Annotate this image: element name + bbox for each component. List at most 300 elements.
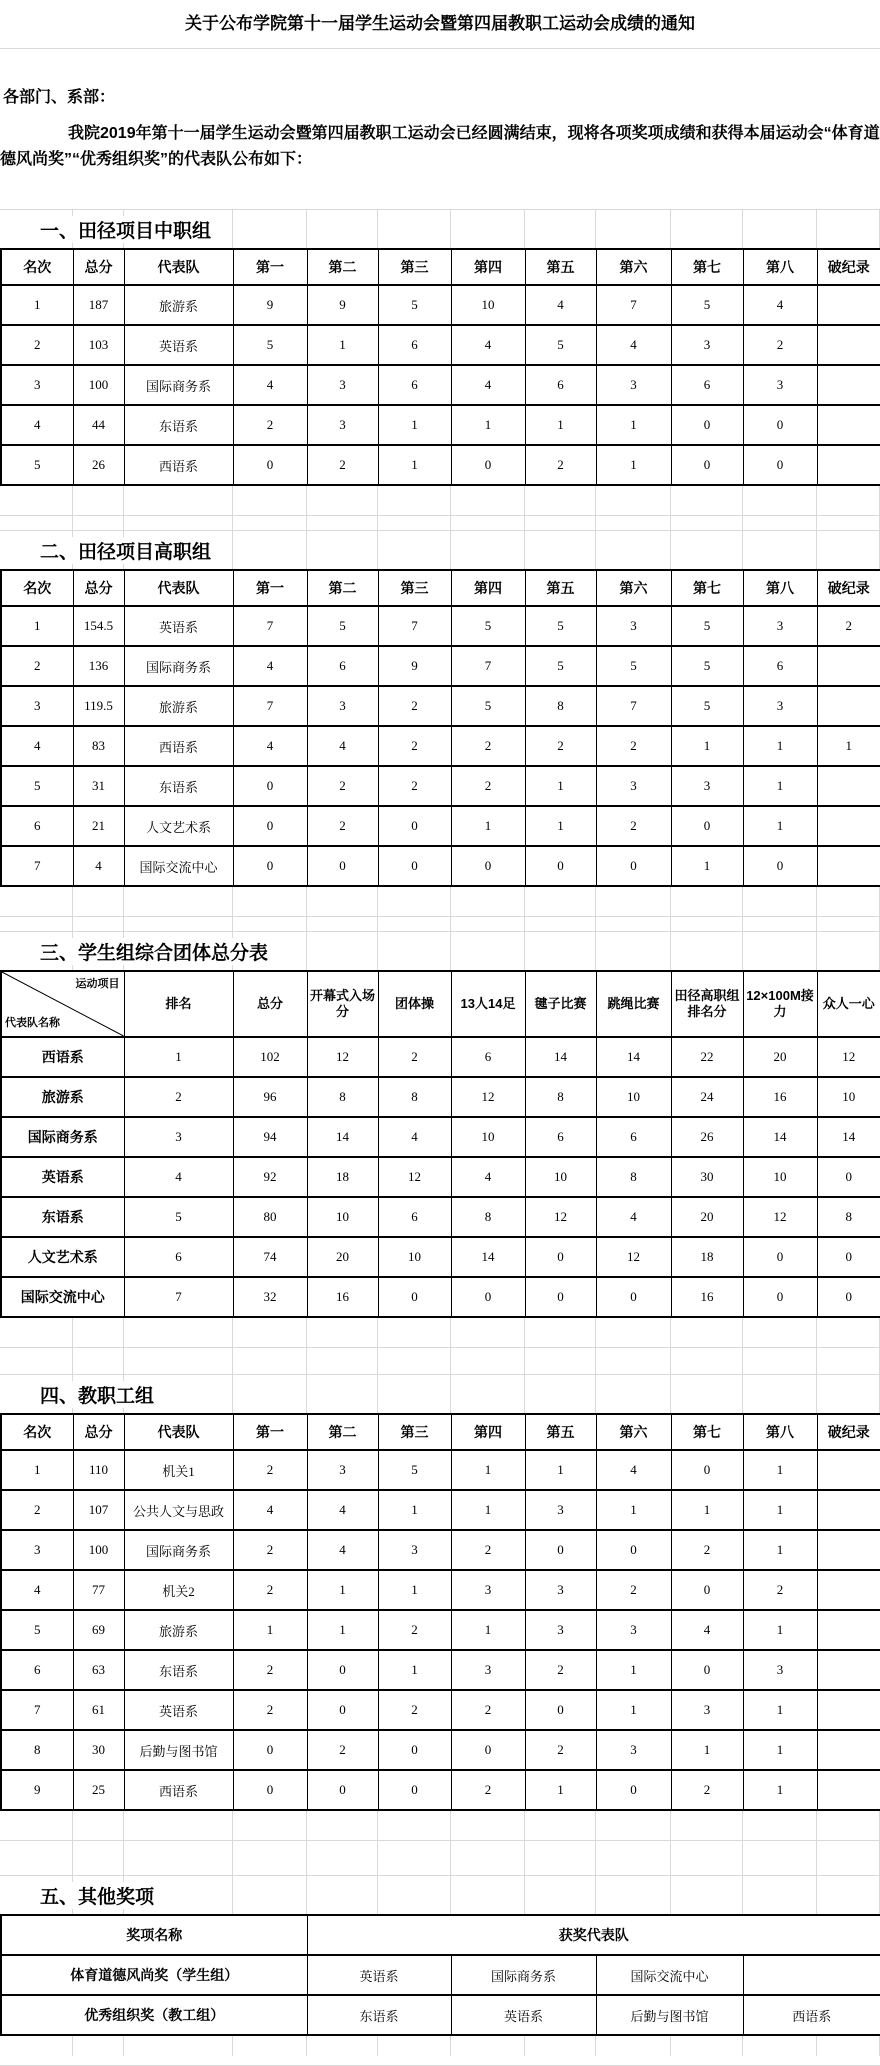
place-points-cell: 3 <box>671 1690 743 1730</box>
place-points-cell: 4 <box>307 1490 378 1530</box>
section-heading: 四、教职工组 <box>0 1381 164 1408</box>
record-broken-cell <box>817 846 880 886</box>
place-points-cell: 1 <box>596 1690 671 1730</box>
place-points-cell: 5 <box>307 606 378 646</box>
column-header: 第八 <box>743 1414 817 1450</box>
place-points-cell: 4 <box>451 325 525 365</box>
column-header: 第六 <box>596 1414 671 1450</box>
award-team-cell: 东语系 <box>307 1995 451 2035</box>
table-row <box>1 1077 880 1117</box>
column-header: 第二 <box>307 1414 378 1450</box>
place-points-cell: 1 <box>743 1730 817 1770</box>
event-points-cell: 6 <box>596 1117 671 1157</box>
place-points-cell: 4 <box>307 1530 378 1570</box>
place-points-cell: 2 <box>233 1690 307 1730</box>
event-points-cell: 20 <box>743 1037 817 1077</box>
column-header: 第五 <box>525 1414 596 1450</box>
rank-cell: 7 <box>124 1277 233 1317</box>
place-points-cell: 3 <box>671 766 743 806</box>
place-points-cell: 6 <box>671 365 743 405</box>
total-score-cell: 119.5 <box>73 686 124 726</box>
event-points-cell: 14 <box>596 1037 671 1077</box>
column-header: 第五 <box>525 249 596 285</box>
place-points-cell: 1 <box>743 1610 817 1650</box>
event-points-cell: 4 <box>596 1197 671 1237</box>
place-points-cell: 1 <box>743 806 817 846</box>
rank-cell: 4 <box>124 1157 233 1197</box>
rank-cell: 7 <box>1 846 73 886</box>
table-row <box>1 646 880 686</box>
section-other-awards <box>0 1875 880 2036</box>
place-points-cell: 1 <box>743 1530 817 1570</box>
heading-band <box>0 1374 880 1413</box>
grid-spacer <box>0 486 880 530</box>
place-points-cell: 0 <box>671 806 743 846</box>
total-score-cell: 77 <box>73 1570 124 1610</box>
heading-band <box>0 530 880 569</box>
student-group-total-score-table <box>0 970 880 1318</box>
heading-band <box>0 931 880 970</box>
column-header: 团体操 <box>378 971 451 1037</box>
place-points-cell: 0 <box>307 1690 378 1730</box>
column-header: 第六 <box>596 570 671 606</box>
rank-cell: 5 <box>124 1197 233 1237</box>
place-points-cell: 2 <box>233 1650 307 1690</box>
team-cell: 机关2 <box>124 1570 233 1610</box>
table-row <box>1 1237 880 1277</box>
rank-cell: 2 <box>1 646 73 686</box>
team-cell: 机关1 <box>124 1450 233 1490</box>
total-score-cell: 80 <box>233 1197 307 1237</box>
event-points-cell: 12 <box>743 1197 817 1237</box>
place-points-cell: 5 <box>671 646 743 686</box>
rank-cell: 8 <box>1 1730 73 1770</box>
place-points-cell: 1 <box>743 1770 817 1810</box>
total-score-cell: 61 <box>73 1690 124 1730</box>
place-points-cell: 2 <box>525 1730 596 1770</box>
place-points-cell: 0 <box>378 1730 451 1770</box>
place-points-cell: 9 <box>307 285 378 325</box>
other-awards-table <box>0 1914 880 2036</box>
record-broken-cell <box>817 445 880 485</box>
place-points-cell: 5 <box>451 606 525 646</box>
heading-band <box>0 1875 880 1914</box>
event-points-cell: 20 <box>307 1237 378 1277</box>
team-cell: 英语系 <box>124 1690 233 1730</box>
place-points-cell: 3 <box>378 1530 451 1570</box>
award-team-cell: 后勤与图书馆 <box>596 1995 743 2035</box>
event-points-cell: 26 <box>671 1117 743 1157</box>
total-score-cell: 102 <box>233 1037 307 1077</box>
rank-cell: 3 <box>1 365 73 405</box>
place-points-cell: 4 <box>233 1490 307 1530</box>
place-points-cell: 2 <box>307 445 378 485</box>
event-points-cell: 0 <box>525 1237 596 1277</box>
place-points-cell: 10 <box>451 285 525 325</box>
rank-cell: 5 <box>1 445 73 485</box>
place-points-cell: 6 <box>378 325 451 365</box>
event-points-cell: 12 <box>525 1197 596 1237</box>
place-points-cell: 1 <box>743 1690 817 1730</box>
total-score-cell: 4 <box>73 846 124 886</box>
header-row <box>1 971 880 1037</box>
team-label-cell: 人文艺术系 <box>1 1237 124 1277</box>
place-points-cell: 2 <box>743 325 817 365</box>
event-points-cell: 14 <box>817 1117 880 1157</box>
place-points-cell: 2 <box>451 1770 525 1810</box>
place-points-cell: 0 <box>671 445 743 485</box>
column-header: 名次 <box>1 570 73 606</box>
rank-cell: 3 <box>124 1117 233 1157</box>
place-points-cell: 4 <box>596 325 671 365</box>
blank-gap <box>0 49 880 83</box>
event-points-cell: 18 <box>307 1157 378 1197</box>
table-row <box>1 1450 880 1490</box>
event-points-cell: 6 <box>451 1037 525 1077</box>
place-points-cell: 2 <box>525 1650 596 1690</box>
place-points-cell: 3 <box>307 365 378 405</box>
event-points-cell: 6 <box>525 1117 596 1157</box>
total-score-cell: 69 <box>73 1610 124 1650</box>
award-team-cell <box>743 1955 880 1995</box>
column-header: 第八 <box>743 570 817 606</box>
place-points-cell: 0 <box>233 846 307 886</box>
rank-cell: 1 <box>1 285 73 325</box>
place-points-cell: 0 <box>233 1730 307 1770</box>
record-broken-cell <box>817 1730 880 1770</box>
total-score-cell: 63 <box>73 1650 124 1690</box>
place-points-cell: 0 <box>596 1770 671 1810</box>
place-points-cell: 4 <box>233 646 307 686</box>
column-header: 毽子比赛 <box>525 971 596 1037</box>
place-points-cell: 0 <box>233 445 307 485</box>
blank-gap <box>0 173 880 209</box>
page-title: 关于公布学院第十一届学生运动会暨第四届教职工运动会成绩的通知 <box>0 0 880 49</box>
rank-cell: 5 <box>1 766 73 806</box>
place-points-cell: 2 <box>596 806 671 846</box>
place-points-cell: 3 <box>596 766 671 806</box>
place-points-cell: 2 <box>233 405 307 445</box>
record-broken-cell <box>817 766 880 806</box>
place-points-cell: 2 <box>378 686 451 726</box>
team-label-cell: 旅游系 <box>1 1077 124 1117</box>
column-header: 第四 <box>451 249 525 285</box>
total-score-cell: 92 <box>233 1157 307 1197</box>
record-broken-cell <box>817 1450 880 1490</box>
column-header: 代表队 <box>124 570 233 606</box>
place-points-cell: 1 <box>743 726 817 766</box>
rank-cell: 2 <box>1 1490 73 1530</box>
total-score-cell: 100 <box>73 1530 124 1570</box>
place-points-cell: 5 <box>451 686 525 726</box>
place-points-cell: 0 <box>743 405 817 445</box>
place-points-cell: 5 <box>378 285 451 325</box>
place-points-cell: 1 <box>307 325 378 365</box>
rank-cell: 2 <box>1 325 73 365</box>
team-cell: 国际商务系 <box>124 646 233 686</box>
place-points-cell: 0 <box>307 1650 378 1690</box>
team-label-cell: 国际商务系 <box>1 1117 124 1157</box>
column-header: 总分 <box>73 1414 124 1450</box>
salutation: 各部门、系部： <box>3 89 116 106</box>
event-points-cell: 14 <box>451 1237 525 1277</box>
event-points-cell: 0 <box>743 1277 817 1317</box>
team-label-cell: 英语系 <box>1 1157 124 1197</box>
record-broken-cell <box>817 325 880 365</box>
team-cell: 西语系 <box>124 445 233 485</box>
table-row <box>1 1157 880 1197</box>
place-points-cell: 4 <box>307 726 378 766</box>
team-label-cell: 国际交流中心 <box>1 1277 124 1317</box>
column-header: 破纪录 <box>817 570 880 606</box>
table-row <box>1 1117 880 1157</box>
place-points-cell: 2 <box>233 1570 307 1610</box>
place-points-cell: 0 <box>378 846 451 886</box>
event-points-cell: 12 <box>378 1157 451 1197</box>
award-team-cell: 英语系 <box>451 1995 596 2035</box>
event-points-cell: 20 <box>671 1197 743 1237</box>
column-header: 田径高职组排名分 <box>671 971 743 1037</box>
column-header: 第四 <box>451 1414 525 1450</box>
event-points-cell: 12 <box>596 1237 671 1277</box>
table-row <box>1 285 880 325</box>
column-header: 总分 <box>73 249 124 285</box>
event-points-cell: 4 <box>378 1117 451 1157</box>
total-score-cell: 96 <box>233 1077 307 1117</box>
column-header: 12×100M接力 <box>743 971 817 1037</box>
place-points-cell: 1 <box>451 405 525 445</box>
rank-cell: 6 <box>1 1650 73 1690</box>
column-header: 代表队 <box>124 249 233 285</box>
team-cell: 英语系 <box>124 325 233 365</box>
place-points-cell: 6 <box>525 365 596 405</box>
place-points-cell: 0 <box>233 766 307 806</box>
column-header: 第一 <box>233 249 307 285</box>
award-name-header: 奖项名称 <box>1 1915 307 1955</box>
table-row <box>1 1995 880 2035</box>
rank-cell: 4 <box>1 1570 73 1610</box>
header-row <box>1 1414 880 1450</box>
place-points-cell: 1 <box>596 1490 671 1530</box>
place-points-cell: 0 <box>451 1730 525 1770</box>
rank-cell: 9 <box>1 1770 73 1810</box>
event-points-cell: 16 <box>307 1277 378 1317</box>
event-points-cell: 30 <box>671 1157 743 1197</box>
team-cell: 旅游系 <box>124 686 233 726</box>
place-points-cell: 1 <box>378 405 451 445</box>
place-points-cell: 6 <box>307 646 378 686</box>
column-header: 总分 <box>233 971 307 1037</box>
total-score-cell: 187 <box>73 285 124 325</box>
place-points-cell: 0 <box>233 1770 307 1810</box>
place-points-cell: 3 <box>596 1610 671 1650</box>
team-cell: 人文艺术系 <box>124 806 233 846</box>
column-header: 名次 <box>1 249 73 285</box>
total-score-cell: 83 <box>73 726 124 766</box>
place-points-cell: 2 <box>451 1530 525 1570</box>
team-cell: 东语系 <box>124 1650 233 1690</box>
rank-cell: 1 <box>124 1037 233 1077</box>
total-score-cell: 136 <box>73 646 124 686</box>
column-header: 第八 <box>743 249 817 285</box>
place-points-cell: 8 <box>525 686 596 726</box>
total-score-cell: 32 <box>233 1277 307 1317</box>
event-points-cell: 10 <box>451 1117 525 1157</box>
place-points-cell: 0 <box>307 1770 378 1810</box>
place-points-cell: 5 <box>671 285 743 325</box>
winning-teams-header: 获奖代表队 <box>307 1915 880 1955</box>
column-header: 第一 <box>233 1414 307 1450</box>
record-broken-cell <box>817 1690 880 1730</box>
section-heading: 五、其他奖项 <box>0 1882 164 1909</box>
header-row <box>1 1915 880 1955</box>
place-points-cell: 0 <box>671 1650 743 1690</box>
place-points-cell: 0 <box>525 1690 596 1730</box>
column-header: 排名 <box>124 971 233 1037</box>
table-row <box>1 766 880 806</box>
place-points-cell: 1 <box>233 1610 307 1650</box>
higher-vocational-track-table <box>0 569 880 887</box>
table-row <box>1 325 880 365</box>
event-points-cell: 12 <box>451 1077 525 1117</box>
place-points-cell: 0 <box>378 806 451 846</box>
total-score-cell: 110 <box>73 1450 124 1490</box>
record-broken-cell <box>817 1530 880 1570</box>
header-row <box>1 249 880 285</box>
place-points-cell: 1 <box>671 726 743 766</box>
section-faculty <box>0 1374 880 1811</box>
column-header: 第三 <box>378 249 451 285</box>
place-points-cell: 3 <box>307 686 378 726</box>
event-points-cell: 18 <box>671 1237 743 1277</box>
table-row <box>1 726 880 766</box>
place-points-cell: 1 <box>671 846 743 886</box>
table-row <box>1 365 880 405</box>
total-score-cell: 154.5 <box>73 606 124 646</box>
team-cell: 公共人文与思政 <box>124 1490 233 1530</box>
grid-spacer <box>0 1811 880 1875</box>
total-score-cell: 44 <box>73 405 124 445</box>
place-points-cell: 1 <box>525 806 596 846</box>
record-broken-cell: 1 <box>817 726 880 766</box>
column-header: 第七 <box>671 570 743 606</box>
team-cell: 旅游系 <box>124 285 233 325</box>
total-score-cell: 74 <box>233 1237 307 1277</box>
place-points-cell: 3 <box>307 405 378 445</box>
place-points-cell: 2 <box>378 1690 451 1730</box>
column-header: 跳绳比赛 <box>596 971 671 1037</box>
column-header: 13人14足 <box>451 971 525 1037</box>
place-points-cell: 1 <box>378 445 451 485</box>
table-row <box>1 1490 880 1530</box>
place-points-cell: 1 <box>378 1490 451 1530</box>
place-points-cell: 9 <box>378 646 451 686</box>
column-header: 第三 <box>378 570 451 606</box>
place-points-cell: 1 <box>525 405 596 445</box>
place-points-cell: 1 <box>671 1490 743 1530</box>
place-points-cell: 0 <box>743 445 817 485</box>
award-team-cell: 英语系 <box>307 1955 451 1995</box>
total-score-cell: 94 <box>233 1117 307 1157</box>
event-points-cell: 10 <box>596 1077 671 1117</box>
section-heading: 一、田径项目中职组 <box>0 216 221 243</box>
place-points-cell: 4 <box>671 1610 743 1650</box>
column-header: 代表队 <box>124 1414 233 1450</box>
grid-spacer <box>0 1318 880 1374</box>
section-heading: 三、学生组综合团体总分表 <box>0 938 278 965</box>
corner-bottom-label: 代表队名称 <box>5 1016 60 1029</box>
place-points-cell: 3 <box>307 1450 378 1490</box>
column-header: 第六 <box>596 249 671 285</box>
event-points-cell: 8 <box>307 1077 378 1117</box>
table-row <box>1 606 880 646</box>
place-points-cell: 0 <box>743 846 817 886</box>
faculty-group-table <box>0 1413 880 1811</box>
event-points-cell: 2 <box>378 1037 451 1077</box>
place-points-cell: 1 <box>451 1450 525 1490</box>
place-points-cell: 2 <box>525 726 596 766</box>
record-broken-cell <box>817 806 880 846</box>
record-broken-cell <box>817 686 880 726</box>
rank-cell: 1 <box>1 606 73 646</box>
place-points-cell: 3 <box>743 606 817 646</box>
place-points-cell: 4 <box>743 285 817 325</box>
place-points-cell: 3 <box>596 606 671 646</box>
place-points-cell: 2 <box>378 726 451 766</box>
event-points-cell: 12 <box>817 1037 880 1077</box>
place-points-cell: 7 <box>596 285 671 325</box>
place-points-cell: 0 <box>596 846 671 886</box>
place-points-cell: 1 <box>596 1650 671 1690</box>
team-label-cell: 东语系 <box>1 1197 124 1237</box>
matrix-corner-cell <box>1 971 124 1037</box>
team-label-cell: 西语系 <box>1 1037 124 1077</box>
event-points-cell: 8 <box>817 1197 880 1237</box>
place-points-cell: 5 <box>525 646 596 686</box>
column-header: 众人一心 <box>817 971 880 1037</box>
place-points-cell: 3 <box>671 325 743 365</box>
section-higher-vocational <box>0 530 880 887</box>
column-header: 第七 <box>671 1414 743 1450</box>
place-points-cell: 3 <box>596 1730 671 1770</box>
place-points-cell: 1 <box>525 766 596 806</box>
event-points-cell: 0 <box>596 1277 671 1317</box>
event-points-cell: 14 <box>307 1117 378 1157</box>
award-team-cell: 国际商务系 <box>451 1955 596 1995</box>
place-points-cell: 2 <box>378 1610 451 1650</box>
event-points-cell: 8 <box>451 1197 525 1237</box>
place-points-cell: 2 <box>596 726 671 766</box>
event-points-cell: 12 <box>307 1037 378 1077</box>
place-points-cell: 2 <box>596 1570 671 1610</box>
place-points-cell: 2 <box>307 806 378 846</box>
place-points-cell: 5 <box>671 686 743 726</box>
rank-cell: 7 <box>1 1690 73 1730</box>
total-score-cell: 21 <box>73 806 124 846</box>
place-points-cell: 1 <box>307 1570 378 1610</box>
event-points-cell: 6 <box>378 1197 451 1237</box>
place-points-cell: 2 <box>525 445 596 485</box>
place-points-cell: 7 <box>451 646 525 686</box>
record-broken-cell <box>817 1650 880 1690</box>
place-points-cell: 2 <box>743 1570 817 1610</box>
column-header: 第二 <box>307 570 378 606</box>
table-row <box>1 1690 880 1730</box>
place-points-cell: 1 <box>671 1730 743 1770</box>
total-score-cell: 107 <box>73 1490 124 1530</box>
table-row <box>1 686 880 726</box>
place-points-cell: 1 <box>307 1610 378 1650</box>
